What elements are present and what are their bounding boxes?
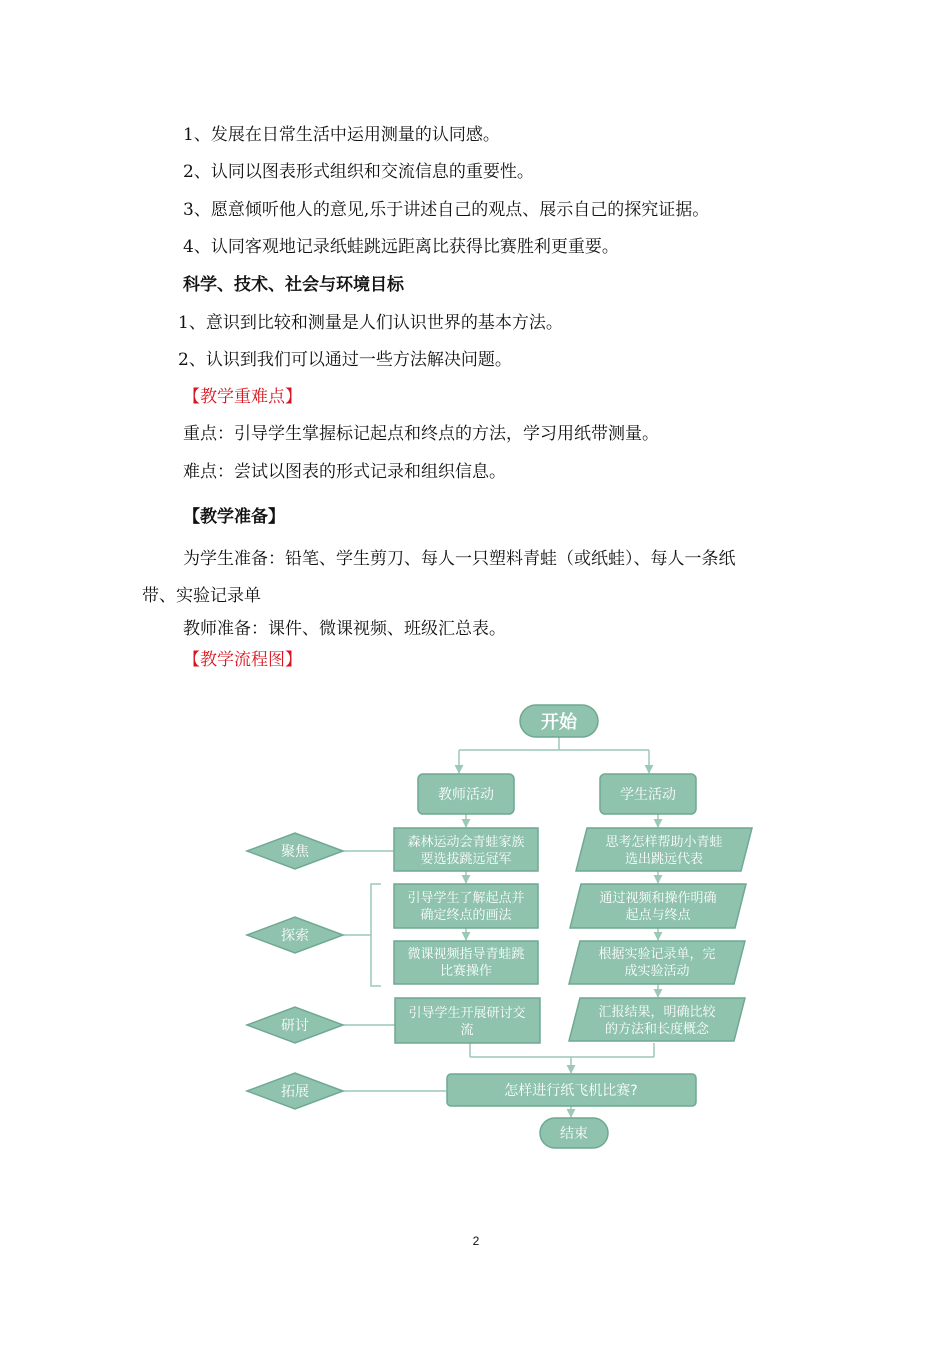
svg-text:通过视频和操作明确: 通过视频和操作明确	[599, 891, 717, 906]
preparation-heading: 【教学准备】	[183, 507, 285, 527]
teacher-step-1	[394, 828, 538, 871]
emotion-goal-3: 3、愿意倾听他人的意见,乐于讲述自己的观点、展示自己的探究证据。	[183, 200, 710, 220]
svg-text:结束: 结束	[560, 1126, 588, 1142]
svg-text:教师活动: 教师活动	[438, 787, 494, 803]
svg-text:探索: 探索	[281, 928, 309, 944]
difficult-point: 难点：尝试以图表的形式记录和组织信息。	[183, 462, 506, 482]
svg-text:研讨: 研讨	[281, 1018, 309, 1034]
svg-text:微课视频指导青蛙跳: 微课视频指导青蛙跳	[407, 947, 525, 962]
teacher-preparation: 教师准备：课件、微课视频、班级汇总表。	[183, 619, 506, 639]
student-step-1	[576, 828, 752, 871]
svg-text:要选拔跳远冠军: 要选拔跳远冠军	[420, 852, 512, 867]
svg-text:的方法和长度概念: 的方法和长度概念	[604, 1022, 710, 1037]
stse-goal-1: 1、意识到比较和测量是人们认识世界的基本方法。	[178, 313, 563, 333]
teaching-flowchart	[0, 690, 952, 1170]
svg-text:比赛操作: 比赛操作	[439, 964, 493, 979]
stse-heading: 科学、技术、社会与环境目标	[183, 275, 404, 295]
svg-text:学生活动: 学生活动	[620, 787, 676, 803]
svg-text:开始: 开始	[541, 712, 577, 733]
student-step-2	[570, 884, 746, 928]
teacher-activity-header	[418, 774, 514, 814]
teacher-step-4	[395, 998, 540, 1043]
svg-text:根据实验记录单，完: 根据实验记录单，完	[598, 947, 716, 962]
svg-text:流: 流	[460, 1023, 474, 1038]
key-points-heading: 【教学重难点】	[183, 387, 302, 407]
teacher-step-3	[394, 941, 538, 984]
stage-discuss	[247, 1007, 343, 1043]
extension-step	[447, 1074, 696, 1106]
svg-text:选出跳远代表: 选出跳远代表	[624, 852, 704, 867]
emotion-goal-1: 1、发展在日常生活中运用测量的认同感。	[183, 125, 500, 145]
student-preparation-line2: 带、实验记录单	[142, 586, 261, 606]
svg-text:起点与终点: 起点与终点	[625, 908, 691, 923]
start-node	[520, 705, 598, 737]
svg-text:聚焦: 聚焦	[281, 844, 309, 860]
svg-text:确定终点的画法: 确定终点的画法	[420, 908, 512, 923]
student-activity-header	[600, 774, 696, 814]
stse-goal-2: 2、认识到我们可以通过一些方法解决问题。	[178, 350, 512, 370]
emotion-goal-4: 4、认同客观地记录纸蛙跳远距离比获得比赛胜利更重要。	[183, 237, 619, 257]
svg-text:引导学生开展研讨交: 引导学生开展研讨交	[408, 1006, 526, 1021]
svg-text:森林运动会青蛙家族: 森林运动会青蛙家族	[407, 835, 525, 850]
stage-extend	[247, 1073, 343, 1109]
svg-text:思考怎样帮助小青蛙: 思考怎样帮助小青蛙	[605, 835, 723, 850]
svg-text:汇报结果，明确比较: 汇报结果，明确比较	[598, 1005, 716, 1020]
end-node	[540, 1118, 608, 1148]
stage-focus	[247, 833, 343, 869]
key-point: 重点：引导学生掌握标记起点和终点的方法，学习用纸带测量。	[183, 424, 659, 444]
student-preparation-line1: 为学生准备：铅笔、学生剪刀、每人一只塑料青蛙（或纸蛙）、每人一条纸	[183, 549, 736, 569]
flow-heading: 【教学流程图】	[183, 650, 302, 670]
svg-text:成实验活动: 成实验活动	[624, 964, 690, 979]
page-number: 2	[472, 1234, 480, 1248]
svg-text:拓展: 拓展	[281, 1084, 309, 1100]
svg-text:怎样进行纸飞机比赛?: 怎样进行纸飞机比赛?	[504, 1083, 638, 1099]
stage-explore	[247, 917, 343, 953]
svg-text:引导学生了解起点并: 引导学生了解起点并	[407, 891, 525, 906]
student-step-4	[569, 998, 745, 1041]
student-step-3	[569, 941, 745, 984]
emotion-goal-2: 2、认同以图表形式组织和交流信息的重要性。	[183, 162, 534, 182]
teacher-step-2	[394, 884, 538, 928]
